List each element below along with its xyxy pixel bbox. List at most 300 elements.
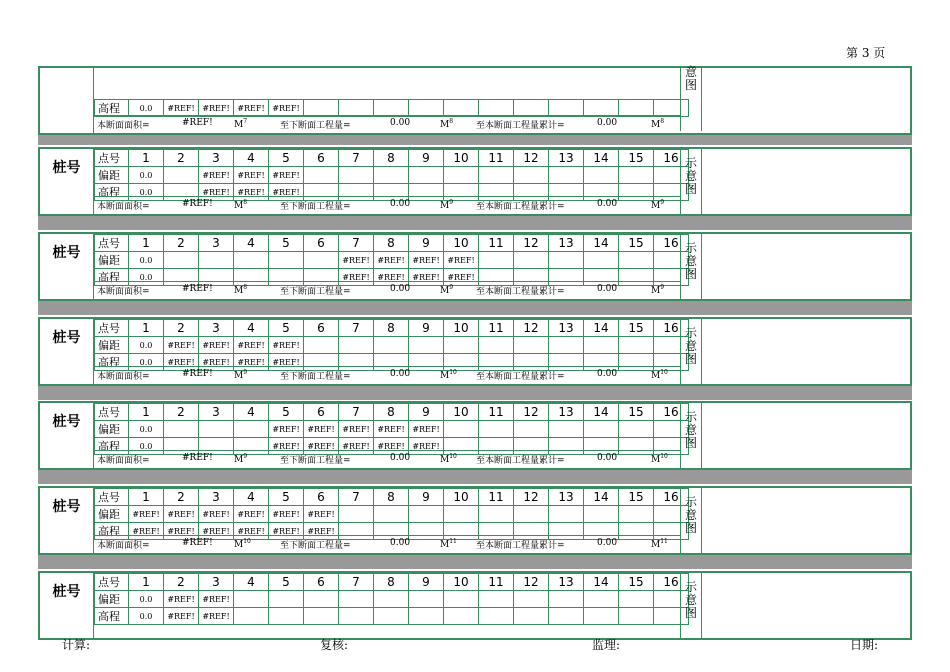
elevation-cell[interactable]: #REF! xyxy=(234,523,269,540)
offset-cell[interactable] xyxy=(584,506,619,523)
point-number: 5 xyxy=(269,235,304,252)
elevation-cell[interactable]: 0.0 xyxy=(129,608,164,625)
elevation-cell[interactable]: #REF! xyxy=(234,100,269,117)
offset-cell[interactable] xyxy=(374,591,409,608)
offset-cell[interactable] xyxy=(549,421,584,438)
offset-cell[interactable] xyxy=(444,506,479,523)
area-value: #REF! xyxy=(182,538,213,548)
stake-label: 桩号 xyxy=(40,403,94,468)
diagram-label: 示 意 图 xyxy=(680,488,702,553)
elevation-row xyxy=(95,100,689,117)
cumulative-label: 至本断面工程量累计= xyxy=(476,456,565,466)
offset-row xyxy=(95,421,689,438)
point-number: 14 xyxy=(584,489,619,506)
summary-row xyxy=(94,535,680,553)
cumulative-label: 至本断面工程量累计= xyxy=(476,202,565,212)
elevation-cell[interactable]: #REF! xyxy=(444,269,479,286)
offset-cell[interactable] xyxy=(444,167,479,184)
offset-cell[interactable] xyxy=(584,252,619,269)
offset-cell[interactable]: #REF! xyxy=(269,167,304,184)
elevation-cell[interactable]: #REF! xyxy=(164,100,199,117)
point-number: 7 xyxy=(339,235,374,252)
point-number: 7 xyxy=(339,320,374,337)
elevation-cell[interactable] xyxy=(619,100,654,117)
point-number: 16 xyxy=(654,404,689,421)
stake-label: 桩号 xyxy=(40,319,94,384)
offset-cell[interactable]: #REF! xyxy=(339,421,374,438)
elevation-cell[interactable] xyxy=(339,100,374,117)
point-number: 5 xyxy=(269,574,304,591)
point-number: 6 xyxy=(304,150,339,167)
offset-cell[interactable] xyxy=(234,591,269,608)
area-unit: $M^8$ xyxy=(234,284,248,296)
offset-cell[interactable] xyxy=(584,167,619,184)
point-number: 1 xyxy=(129,574,164,591)
point-number: 9 xyxy=(409,489,444,506)
point-number: 3 xyxy=(199,404,234,421)
point-number: 10 xyxy=(444,404,479,421)
diagram-label: 示 意 图 xyxy=(680,149,702,214)
offset-cell[interactable] xyxy=(619,252,654,269)
elevation-cell[interactable] xyxy=(444,100,479,117)
cumulative-value: 0.00 xyxy=(597,118,618,128)
point-number: 11 xyxy=(479,404,514,421)
point-number: 12 xyxy=(514,574,549,591)
points-table xyxy=(94,319,689,371)
point-number: 6 xyxy=(304,404,339,421)
point-number: 7 xyxy=(339,574,374,591)
elevation-cell[interactable] xyxy=(584,100,619,117)
point-number: 13 xyxy=(549,235,584,252)
elevation-cell[interactable]: #REF! xyxy=(374,269,409,286)
point-number: 10 xyxy=(444,489,479,506)
offset-cell[interactable] xyxy=(479,591,514,608)
point-number: 1 xyxy=(129,320,164,337)
elevation-cell[interactable]: #REF! xyxy=(199,100,234,117)
offset-cell[interactable]: #REF! xyxy=(409,421,444,438)
to-next-label: 至下断面工程量= xyxy=(280,541,351,551)
elevation-cell[interactable]: #REF! xyxy=(269,100,304,117)
elevation-cell[interactable] xyxy=(234,608,269,625)
offset-cell[interactable]: #REF! xyxy=(199,506,234,523)
offset-cell[interactable] xyxy=(409,337,444,354)
point-number: 13 xyxy=(549,150,584,167)
summary-row xyxy=(94,115,680,133)
elevation-cell[interactable]: 0.0 xyxy=(129,354,164,371)
point-number: 11 xyxy=(479,574,514,591)
to-next-unit: $M^9$ xyxy=(440,199,454,211)
point-number: 7 xyxy=(339,150,374,167)
elevation-cell[interactable]: #REF! xyxy=(199,523,234,540)
point-number: 14 xyxy=(584,404,619,421)
offset-cell[interactable] xyxy=(409,506,444,523)
point-number: 16 xyxy=(654,489,689,506)
section-separator xyxy=(38,301,912,315)
offset-cell[interactable]: #REF! xyxy=(269,506,304,523)
to-next-unit: $M^9$ xyxy=(440,284,454,296)
elevation-cell[interactable] xyxy=(514,100,549,117)
diagram-area[interactable] xyxy=(702,488,910,553)
point-number: 6 xyxy=(304,235,339,252)
offset-cell[interactable] xyxy=(164,252,199,269)
elevation-cell[interactable]: #REF! xyxy=(304,523,339,540)
diagram-area[interactable] xyxy=(702,319,910,384)
point-number: 3 xyxy=(199,150,234,167)
point-number: 15 xyxy=(619,320,654,337)
offset-cell[interactable] xyxy=(514,506,549,523)
cumulative-label: 至本断面工程量累计= xyxy=(476,287,565,297)
point-number: 4 xyxy=(234,489,269,506)
diagram-area[interactable] xyxy=(702,573,910,638)
offset-cell[interactable]: #REF! xyxy=(199,337,234,354)
area-value: #REF! xyxy=(182,369,213,379)
offset-label: 偏距 xyxy=(95,337,129,354)
diagram-label: 示 意 图 xyxy=(680,573,702,638)
elevation-cell[interactable]: #REF! xyxy=(269,184,304,201)
offset-cell[interactable] xyxy=(304,591,339,608)
elevation-cell[interactable]: #REF! xyxy=(164,523,199,540)
summary-row xyxy=(94,281,680,299)
offset-cell[interactable]: 0.0 xyxy=(129,167,164,184)
offset-cell[interactable]: #REF! xyxy=(269,421,304,438)
elevation-cell[interactable]: #REF! xyxy=(304,438,339,455)
elevation-label: 高程 xyxy=(95,523,129,540)
offset-cell[interactable] xyxy=(234,252,269,269)
cross-section-block xyxy=(38,232,912,301)
offset-cell[interactable] xyxy=(549,337,584,354)
point-number: 1 xyxy=(129,150,164,167)
summary-row xyxy=(94,450,680,468)
elevation-cell[interactable]: #REF! xyxy=(374,438,409,455)
cumulative-value: 0.00 xyxy=(597,538,618,548)
offset-cell[interactable]: #REF! xyxy=(199,591,234,608)
offset-cell[interactable] xyxy=(164,167,199,184)
point-number: 2 xyxy=(164,150,199,167)
point-label: 点号 xyxy=(95,320,129,337)
cross-section-block xyxy=(38,66,912,135)
offset-cell[interactable] xyxy=(269,252,304,269)
elevation-cell[interactable]: #REF! xyxy=(199,184,234,201)
point-number: 14 xyxy=(584,235,619,252)
to-next-unit: $M^{11}$ xyxy=(440,538,457,550)
section-separator xyxy=(38,216,912,230)
elevation-label: 高程 xyxy=(95,184,129,201)
point-number-row xyxy=(95,235,689,252)
cumulative-unit: $M^{10}$ xyxy=(651,369,668,381)
point-number: 15 xyxy=(619,235,654,252)
point-number: 13 xyxy=(549,320,584,337)
offset-cell[interactable] xyxy=(619,167,654,184)
offset-cell[interactable] xyxy=(304,252,339,269)
section-separator xyxy=(38,470,912,484)
elevation-cell[interactable] xyxy=(409,608,444,625)
point-number: 12 xyxy=(514,404,549,421)
point-number: 5 xyxy=(269,489,304,506)
elevation-cell[interactable]: 0.0 xyxy=(129,184,164,201)
offset-cell[interactable] xyxy=(374,167,409,184)
diagram-label: 示 意 图 xyxy=(680,234,702,299)
elevation-cell[interactable] xyxy=(374,100,409,117)
offset-cell[interactable]: #REF! xyxy=(234,506,269,523)
elevation-cell[interactable] xyxy=(339,608,374,625)
elevation-cell[interactable]: #REF! xyxy=(234,354,269,371)
point-number: 10 xyxy=(444,150,479,167)
elevation-cell[interactable] xyxy=(304,608,339,625)
elevation-cell[interactable]: #REF! xyxy=(129,523,164,540)
point-number: 1 xyxy=(129,489,164,506)
offset-cell[interactable]: #REF! xyxy=(304,421,339,438)
elevation-cell[interactable] xyxy=(444,608,479,625)
offset-cell[interactable] xyxy=(584,421,619,438)
offset-cell[interactable] xyxy=(269,591,304,608)
point-label: 点号 xyxy=(95,404,129,421)
offset-cell[interactable] xyxy=(479,337,514,354)
cumulative-unit: $M^{10}$ xyxy=(651,453,668,465)
point-number: 12 xyxy=(514,150,549,167)
offset-cell[interactable] xyxy=(584,591,619,608)
offset-cell[interactable] xyxy=(339,167,374,184)
offset-cell[interactable] xyxy=(549,506,584,523)
offset-cell[interactable] xyxy=(409,591,444,608)
elevation-cell[interactable]: 0.0 xyxy=(129,438,164,455)
area-unit: $M^9$ xyxy=(234,369,248,381)
point-label: 点号 xyxy=(95,489,129,506)
stake-label: 桩号 xyxy=(40,234,94,299)
offset-cell[interactable] xyxy=(514,337,549,354)
elevation-cell[interactable]: #REF! xyxy=(269,438,304,455)
elevation-cell[interactable] xyxy=(304,100,339,117)
point-number: 4 xyxy=(234,574,269,591)
offset-cell[interactable]: #REF! xyxy=(234,167,269,184)
point-number-row xyxy=(95,489,689,506)
area-unit: $M^{10}$ xyxy=(234,538,251,550)
offset-cell[interactable]: #REF! xyxy=(304,506,339,523)
elevation-cell[interactable]: #REF! xyxy=(269,354,304,371)
point-number: 2 xyxy=(164,574,199,591)
offset-cell[interactable] xyxy=(514,421,549,438)
to-next-value: 0.00 xyxy=(390,284,411,294)
offset-cell[interactable] xyxy=(549,591,584,608)
offset-cell[interactable]: #REF! xyxy=(269,337,304,354)
offset-cell[interactable] xyxy=(619,337,654,354)
point-number: 2 xyxy=(164,320,199,337)
offset-cell[interactable]: #REF! xyxy=(374,252,409,269)
elevation-cell[interactable]: 0.0 xyxy=(129,100,164,117)
point-number: 3 xyxy=(199,320,234,337)
area-label: 本断面面积= xyxy=(97,541,150,551)
point-number: 10 xyxy=(444,320,479,337)
point-number: 5 xyxy=(269,150,304,167)
offset-cell[interactable] xyxy=(479,506,514,523)
area-value: #REF! xyxy=(182,453,213,463)
offset-cell[interactable] xyxy=(374,337,409,354)
offset-cell[interactable] xyxy=(234,421,269,438)
elevation-cell[interactable] xyxy=(374,608,409,625)
offset-cell[interactable] xyxy=(304,337,339,354)
offset-cell[interactable]: 0.0 xyxy=(129,421,164,438)
point-number: 14 xyxy=(584,150,619,167)
elevation-cell[interactable]: #REF! xyxy=(339,438,374,455)
offset-cell[interactable]: 0.0 xyxy=(129,591,164,608)
elevation-cell[interactable]: #REF! xyxy=(164,354,199,371)
offset-cell[interactable]: 0.0 xyxy=(129,252,164,269)
offset-cell[interactable] xyxy=(514,591,549,608)
stake-label: 桩号 xyxy=(40,149,94,214)
cumulative-label: 至本断面工程量累计= xyxy=(476,121,565,131)
diagram-area[interactable] xyxy=(702,403,910,468)
offset-cell[interactable] xyxy=(479,167,514,184)
offset-cell[interactable] xyxy=(444,591,479,608)
offset-label: 偏距 xyxy=(95,421,129,438)
elevation-label: 高程 xyxy=(95,608,129,625)
cross-section-block xyxy=(38,571,912,640)
offset-cell[interactable] xyxy=(444,337,479,354)
elevation-cell[interactable] xyxy=(269,608,304,625)
elevation-label: 高程 xyxy=(95,100,129,117)
offset-cell[interactable] xyxy=(584,337,619,354)
offset-cell[interactable] xyxy=(549,167,584,184)
offset-cell[interactable] xyxy=(479,421,514,438)
offset-cell[interactable] xyxy=(514,252,549,269)
elevation-cell[interactable] xyxy=(619,608,654,625)
diagram-label: 意 图 xyxy=(680,66,702,131)
offset-cell[interactable] xyxy=(339,591,374,608)
cumulative-label: 至本断面工程量累计= xyxy=(476,541,565,551)
offset-cell[interactable]: #REF! xyxy=(199,167,234,184)
elevation-cell[interactable] xyxy=(409,100,444,117)
point-number: 4 xyxy=(234,404,269,421)
elevation-label: 高程 xyxy=(95,269,129,286)
cumulative-label: 至本断面工程量累计= xyxy=(476,372,565,382)
elevation-cell[interactable] xyxy=(584,608,619,625)
offset-cell[interactable]: #REF! xyxy=(409,252,444,269)
point-number: 16 xyxy=(654,574,689,591)
diagram-area[interactable] xyxy=(702,234,910,299)
stake-label: 桩号 xyxy=(40,573,94,638)
point-number: 2 xyxy=(164,489,199,506)
section-separator xyxy=(38,386,912,400)
elevation-cell[interactable]: #REF! xyxy=(409,438,444,455)
diagram-area[interactable] xyxy=(702,149,910,214)
offset-row xyxy=(95,337,689,354)
point-number: 11 xyxy=(479,235,514,252)
elevation-cell[interactable] xyxy=(549,608,584,625)
offset-cell[interactable] xyxy=(199,252,234,269)
elevation-cell[interactable]: #REF! xyxy=(199,608,234,625)
point-number: 6 xyxy=(304,320,339,337)
point-number: 13 xyxy=(549,404,584,421)
offset-cell[interactable] xyxy=(479,252,514,269)
area-unit: $M^9$ xyxy=(234,453,248,465)
offset-cell[interactable] xyxy=(164,421,199,438)
point-number-row xyxy=(95,574,689,591)
point-number: 4 xyxy=(234,235,269,252)
section-separator xyxy=(38,555,912,569)
cumulative-value: 0.00 xyxy=(597,284,618,294)
offset-cell[interactable] xyxy=(374,506,409,523)
offset-cell[interactable]: #REF! xyxy=(339,252,374,269)
cumulative-value: 0.00 xyxy=(597,199,618,209)
point-number: 13 xyxy=(549,574,584,591)
point-number: 9 xyxy=(409,235,444,252)
point-number: 8 xyxy=(374,489,409,506)
point-number: 16 xyxy=(654,320,689,337)
elevation-cell[interactable]: #REF! xyxy=(199,354,234,371)
diagram-label: 示 意 图 xyxy=(680,403,702,468)
summary-row xyxy=(94,366,680,384)
point-number: 4 xyxy=(234,150,269,167)
point-number: 11 xyxy=(479,320,514,337)
elevation-cell[interactable]: #REF! xyxy=(269,523,304,540)
footer-date: 日期: xyxy=(850,638,879,652)
point-number-row xyxy=(95,404,689,421)
elevation-cell[interactable]: 0.0 xyxy=(129,269,164,286)
point-number: 9 xyxy=(409,150,444,167)
point-number: 3 xyxy=(199,235,234,252)
point-number: 6 xyxy=(304,574,339,591)
point-number: 10 xyxy=(444,235,479,252)
elevation-cell[interactable]: #REF! xyxy=(339,269,374,286)
offset-cell[interactable] xyxy=(304,167,339,184)
offset-cell[interactable]: #REF! xyxy=(444,252,479,269)
offset-cell[interactable] xyxy=(339,506,374,523)
point-number: 15 xyxy=(619,150,654,167)
stake-label xyxy=(40,68,94,133)
offset-cell[interactable]: #REF! xyxy=(164,337,199,354)
area-value: #REF! xyxy=(182,118,213,128)
offset-cell[interactable] xyxy=(619,506,654,523)
offset-cell[interactable]: #REF! xyxy=(164,591,199,608)
point-label: 点号 xyxy=(95,150,129,167)
offset-cell[interactable] xyxy=(339,337,374,354)
elevation-cell[interactable] xyxy=(514,608,549,625)
point-number: 12 xyxy=(514,489,549,506)
elevation-cell[interactable] xyxy=(479,608,514,625)
offset-cell[interactable] xyxy=(549,252,584,269)
offset-cell[interactable] xyxy=(619,421,654,438)
offset-cell[interactable]: 0.0 xyxy=(129,337,164,354)
to-next-label: 至下断面工程量= xyxy=(280,372,351,382)
area-unit: $M^8$ xyxy=(234,199,248,211)
offset-cell[interactable]: #REF! xyxy=(164,506,199,523)
offset-cell[interactable] xyxy=(409,167,444,184)
points-table xyxy=(94,573,689,625)
cross-section-block xyxy=(38,147,912,216)
area-label: 本断面面积= xyxy=(97,121,150,131)
offset-cell[interactable]: #REF! xyxy=(374,421,409,438)
point-number: 8 xyxy=(374,574,409,591)
offset-cell[interactable] xyxy=(199,421,234,438)
offset-cell[interactable] xyxy=(514,167,549,184)
elevation-cell[interactable]: #REF! xyxy=(164,608,199,625)
offset-cell[interactable]: #REF! xyxy=(129,506,164,523)
offset-cell[interactable]: #REF! xyxy=(234,337,269,354)
elevation-cell[interactable] xyxy=(479,100,514,117)
point-number: 7 xyxy=(339,404,374,421)
offset-row xyxy=(95,167,689,184)
point-number: 15 xyxy=(619,404,654,421)
elevation-cell[interactable]: #REF! xyxy=(234,184,269,201)
cumulative-unit: $M^9$ xyxy=(651,284,665,296)
elevation-cell[interactable] xyxy=(549,100,584,117)
elevation-cell[interactable]: #REF! xyxy=(409,269,444,286)
diagram-area[interactable] xyxy=(702,68,910,133)
offset-label: 偏距 xyxy=(95,252,129,269)
to-next-value: 0.00 xyxy=(390,538,411,548)
offset-row xyxy=(95,506,689,523)
offset-cell[interactable] xyxy=(619,591,654,608)
offset-cell[interactable] xyxy=(444,421,479,438)
